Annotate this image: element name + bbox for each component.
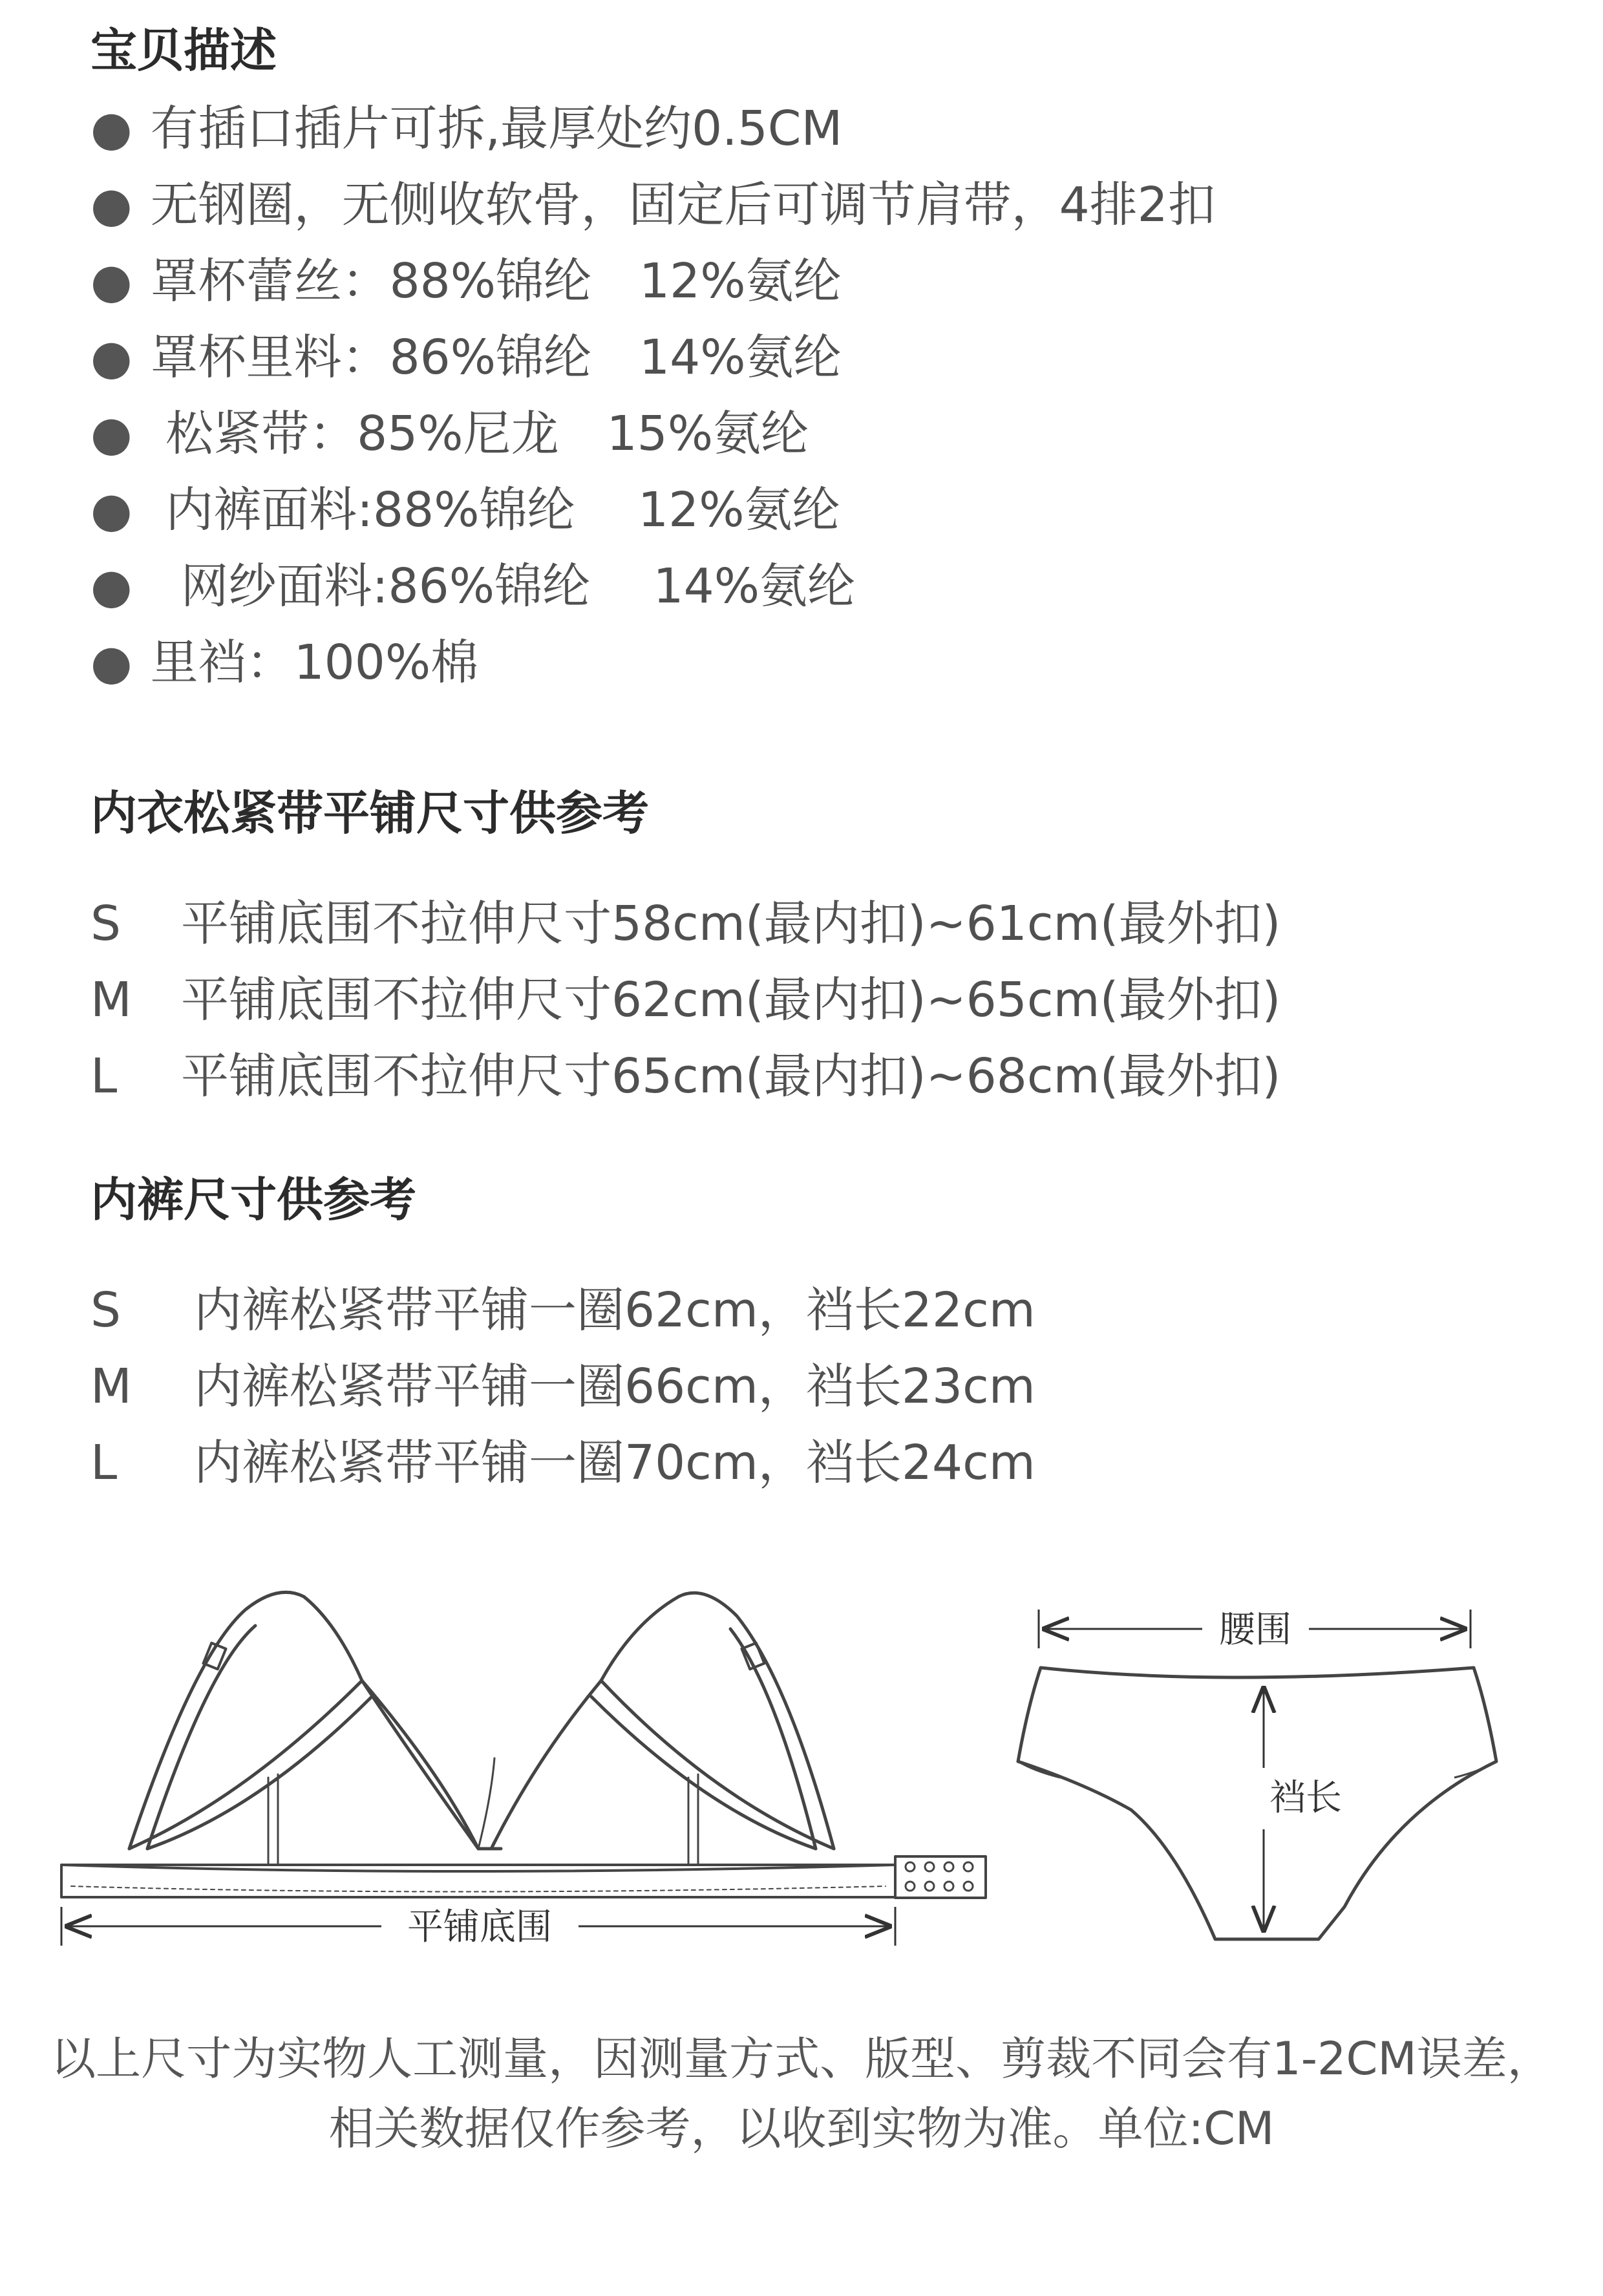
band-label: 平铺底围 [407, 1906, 552, 1948]
bullet-icon: ● [90, 482, 133, 538]
bullet-icon: ● [90, 558, 133, 614]
bullet-icon: ● [90, 635, 133, 690]
description-item-text: 网纱面料:86%锦纶 14%氨纶 [150, 558, 856, 614]
description-item-text: 有插口插片可拆,最厚处约0.5CM [150, 101, 843, 156]
bullet-icon: ● [90, 253, 133, 309]
size-text: 内裤松紧带平铺一圈62cm，裆长22cm [194, 1282, 1035, 1338]
crotch-label: 裆长 [1269, 1777, 1342, 1819]
waist-label: 腰围 [1219, 1609, 1291, 1651]
description-title: 宝贝描述 [90, 23, 277, 78]
measurement-note-line2: 相关数据仅作参考，以收到实物为准。单位:CM [328, 2102, 1275, 2155]
size-text: 平铺底围不拉伸尺寸65cm(最内扣)~68cm(最外扣) [181, 1048, 1281, 1104]
description-item-text: 罩杯蕾丝：88%锦纶 12%氨纶 [150, 253, 842, 309]
size-label: S [90, 896, 121, 951]
size-text: 平铺底围不拉伸尺寸62cm(最内扣)~65cm(最外扣) [181, 972, 1281, 1028]
size-label: L [90, 1435, 118, 1491]
size-label: S [90, 1282, 121, 1338]
size-label: M [90, 1359, 132, 1414]
description-item-text: 罩杯里料：86%锦纶 14%氨纶 [150, 330, 842, 385]
bullet-icon: ● [90, 406, 133, 462]
size-text: 内裤松紧带平铺一圈70cm，裆长24cm [194, 1435, 1035, 1491]
size-text: 平铺底围不拉伸尺寸58cm(最内扣)~61cm(最外扣) [181, 896, 1281, 951]
briefs-illustration [1018, 1668, 1496, 1939]
size-label: L [90, 1048, 118, 1104]
description-item-text: 里裆：100%棉 [150, 635, 479, 690]
size-label: M [90, 972, 132, 1028]
bullet-icon: ● [90, 101, 133, 156]
brief-size-title: 内裤尺寸供参考 [90, 1173, 417, 1227]
bra-illustration [61, 1592, 986, 1898]
measurement-note-line1: 以上尺寸为实物人工测量，因测量方式、版型、剪裁不同会有1-2CM误差， [50, 2032, 1553, 2085]
bullet-icon: ● [90, 330, 133, 385]
bullet-icon: ● [90, 177, 133, 233]
bra-size-title: 内衣松紧带平铺尺寸供参考 [90, 786, 650, 840]
description-item-text: 松紧带：85%尼龙 15%氨纶 [150, 406, 809, 462]
description-item-text: 无钢圈，无侧收软骨，固定后可调节肩带，4排2扣 [150, 177, 1216, 233]
description-item-text: 内裤面料:88%锦纶 12%氨纶 [150, 482, 840, 538]
size-text: 内裤松紧带平铺一圈66cm，裆长23cm [194, 1359, 1035, 1414]
